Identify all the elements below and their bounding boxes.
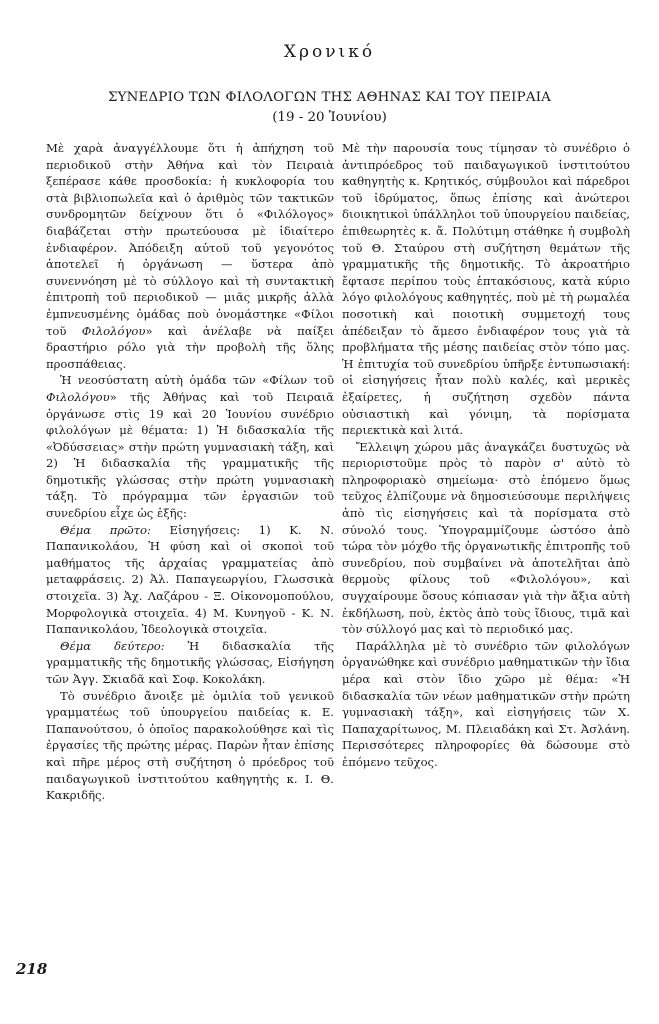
topic-label: Θέμα δεύτερο: — [60, 638, 165, 653]
article-title: ΣΥΝΕΔΡΙΟ ΤΩΝ ΦΙΛΟΛΟΓΩΝ ΤΗΣ ΑΘΗΝΑΣ ΚΑΙ ΤΟΥ ΠΕΙΡΑΙΑ — [107, 90, 552, 105]
article-dates: (19 - 20 Ἰουνίου) — [272, 110, 387, 125]
paragraph-text: Μὲ χαρὰ ἀναγγέλλουμε ὅτι ἡ ἀπήχηση τοῦ περιοδικοῦ στὴν Ἀθήνα καὶ τὸν Πειραιὰ ξεπέρασε κάθε προσδοκία: ἡ κυκλοφορία του στὰ βιβλιοπωλεῖα καὶ ὁ ἀριθμὸς τῶν τακτικῶν συνδρομητῶν δείχνουν ὅτι ὁ «Φιλόλογος» διαβάζεται στὴν πρωτεύουσα μὲ ἰδιαίτερο ἐνδιαφέρον. Ἀπόδειξη αὐτοῦ τοῦ γεγονότος ἀποτελεῖ ἡ ὀργάνωση — ὕστερα ἀπὸ συνεννόηση μὲ τὸ σύλλογο καὶ τὴ συντακτικὴ ἐπιτροπὴ τοῦ περιοδικοῦ — μιᾶς μικρῆς ἀλλὰ ἐμπνευσμένης ὁμάδας ποὺ ὀνομάστηκε «Φίλοι τοῦ — [46, 141, 334, 338]
paragraph: Τὸ συνέδριο ἄνοιξε μὲ ὁμιλία τοῦ γενικοῦ γραμματέως τοῦ ὑπουργείου παιδείας κ. Ε. Παπανούτσου, ὁ ὁποῖος παρακολούθησε καὶ τὶς ἐργασίες τῆς πρώτης μέρας. Παρὼν ἦταν ἐπίσης καὶ πῆρε μέρος στὴ συζήτηση ὁ πρόεδρος τοῦ παιδαγωγικοῦ ἰνστιτούτου καθηγητὴς κ. Ι. Θ. Κακριδῆς. — [46, 688, 334, 803]
paragraph-text: Ἡ νεοσύστατη αὐτὴ ὁμάδα τῶν «Φίλων τοῦ — [60, 373, 334, 388]
paragraph: Παράλληλα μὲ τὸ συνέδριο τῶν φιλολόγων ὀργανώθηκε καὶ συνέδριο μαθηματικῶν τὴν ἴδια μέρα καὶ στὸν ἴδιο χῶρο μὲ θέμα: «Ἡ διδασκαλία τῶν νέων μαθηματικῶν στὴν πρώτη γυμνασιακὴ τάξη», καὶ εἰσηγήσεις τῶν Χ. Παπαχαρίτωνος, Μ. Πλειαδάκη καὶ Στ. Ἀσλάνη. Περισσότερες πληροφορίες θὰ δώσουμε στὸ ἑπόμενο τεῦχος. — [342, 638, 630, 769]
topic-label: Θέμα πρῶτο: — [60, 522, 151, 537]
section-title: Χρονικό — [283, 42, 376, 62]
paragraph — [46, 372, 334, 521]
paragraph-text: » τῆς Ἀθήνας καὶ τοῦ Πειραιᾶ ὀργάνωσε στὶς 19 καὶ 20 Ἰουνίου συνέδριο φιλολόγων μὲ θέματα: 1) Ἡ διδασκαλία τῆς «Ὀδύσσειας» στὴν πρώτη γυμνασιακὴ τάξη, καὶ 2) Ἡ διδασκαλία τῆς γραμματικῆς τῆς δημοτικῆς γλώσσας στὴν πρώτη γυμνασιακὴ τάξη. Τὸ πρόγραμμα τῶν ἐργασιῶν τοῦ συνεδρίου εἶχε ὡς ἑξῆς: — [46, 389, 334, 521]
paragraph — [46, 140, 334, 372]
right-column — [342, 140, 630, 771]
paragraph-text: Εἰσηγήσεις: 1) Κ. Ν. Παπανικολάου, Ἡ φύση καὶ οἱ σκοποὶ τοῦ μαθήματος τῆς ἀρχαίας γραμματείας ἀπὸ μεταφράσεις. 2) Ἀλ. Παπαγεωργίου, Γλωσσικὰ στοιχεῖα. 3) Ἀχ. Λαζάρου - Ξ. Οἰκονομοπούλου, Μορφολογικὰ στοιχεῖα. 4) Μ. Κυνηγοῦ - Κ. Ν. Παπανικολάου, Ἰδεολογικὰ στοιχεῖα. — [46, 522, 334, 637]
journal-name-italic: Φιλολόγου — [81, 323, 146, 338]
paragraph: Ἔλλειψη χώρου μᾶς ἀναγκάζει δυστυχῶς νὰ περιοριστοῦμε πρὸς τὸ παρὸν σ' αὐτὸ τὸ πληροφοριακὸ σημείωμα· στὸ ἑπόμενο ὅμως τεῦχος ἐλπίζουμε νὰ δημοσιεύσουμε περιλήψεις ἀπὸ τὶς εἰσηγήσεις καὶ τὰ πορίσματα στὸ σύνολό τους. Ὑπογραμμίζουμε ὡστόσο ἀπὸ τώρα τὸν μόχθο τῆς ὀργανωτικῆς ἐπιτροπῆς τοῦ συνεδρίου, ποὺ συμβαίνει νὰ ἀποτελῆται ἀπὸ θερμοὺς φίλους τοῦ «Φιλολόγου», καὶ συγχαίρουμε ὅσους κόπιασαν γιὰ τὴν ἄξια αὐτὴ ἐκδήλωση, ποὺ, ἐκτὸς ἀπὸ τοὺς ἴδιους, τιμᾶ καὶ τὸν σύλλογό μας καὶ τὸ περιοδικό μας. — [342, 439, 630, 637]
journal-name-italic: Φιλολόγου — [46, 389, 110, 404]
paragraph: Μὲ τὴν παρουσία τους τίμησαν τὸ συνέδριο ὁ ἀντιπρόεδρος τοῦ παιδαγωγικοῦ ἰνστιτούτου καθηγητὴς κ. Κρητικός, σύμβουλοι καὶ πάρεδροι τοῦ ἱδρύματος, ὅπως ἐπίσης καὶ ἀνώτεροι διοικητικοὶ ὑπάλληλοι τοῦ ὑπουργείου παιδείας, ἐπιθεωρητὲς κ. ἄ. Πολύτιμη στάθηκε ἡ συμβολὴ τοῦ Θ. Σταύρου στὴ συζήτηση θεμάτων τῆς γραμματικῆς τῆς δημοτικῆς. Τὸ ἀκροατήριο ἔφτασε περίπου τοὺς ἑπτακόσιους, κατὰ κύριο λόγο φιλολόγους καθηγητές, ποὺ μὲ τὴ ρωμαλέα ποσοτικὴ καὶ ποιοτικὴ συμμετοχή τους ἀπέδειξαν τὸ ἄμεσο ἐνδιαφέρον τους γιὰ τὰ προβλήματα τῆς μέσης παιδείας στὸν τόπο μας. Ἡ ἐπιτυχία τοῦ συνεδρίου ὑπῆρξε ἐντυπωσιακή: οἱ εἰσηγήσεις ἦταν πολὺ καλές, καὶ μερικὲς ἐξαίρετες, ἡ συζήτηση σχεδὸν πάντα οὐσιαστικὴ καὶ γόνιμη, τὰ πορίσματα περιεκτικὰ καὶ λιτά. — [342, 141, 630, 438]
left-column — [46, 140, 334, 804]
paragraph-text: » καὶ ἀνέλαβε νὰ παίξει δραστήριο ρόλο γιὰ τὴν προβολὴ τῆς ὅλης προσπάθειας. — [46, 323, 335, 371]
paragraph — [46, 638, 334, 688]
paragraph — [46, 522, 334, 638]
paragraph-text: Ἡ διδασκαλία τῆς γραμματικῆς τῆς δημοτικῆς γλώσσας, Εἰσήγηση τῶν Ἀγγ. Σκιαδᾶ καὶ Σοφ. Κοκολάκη. — [46, 638, 334, 686]
page-number: 218 — [16, 960, 48, 978]
